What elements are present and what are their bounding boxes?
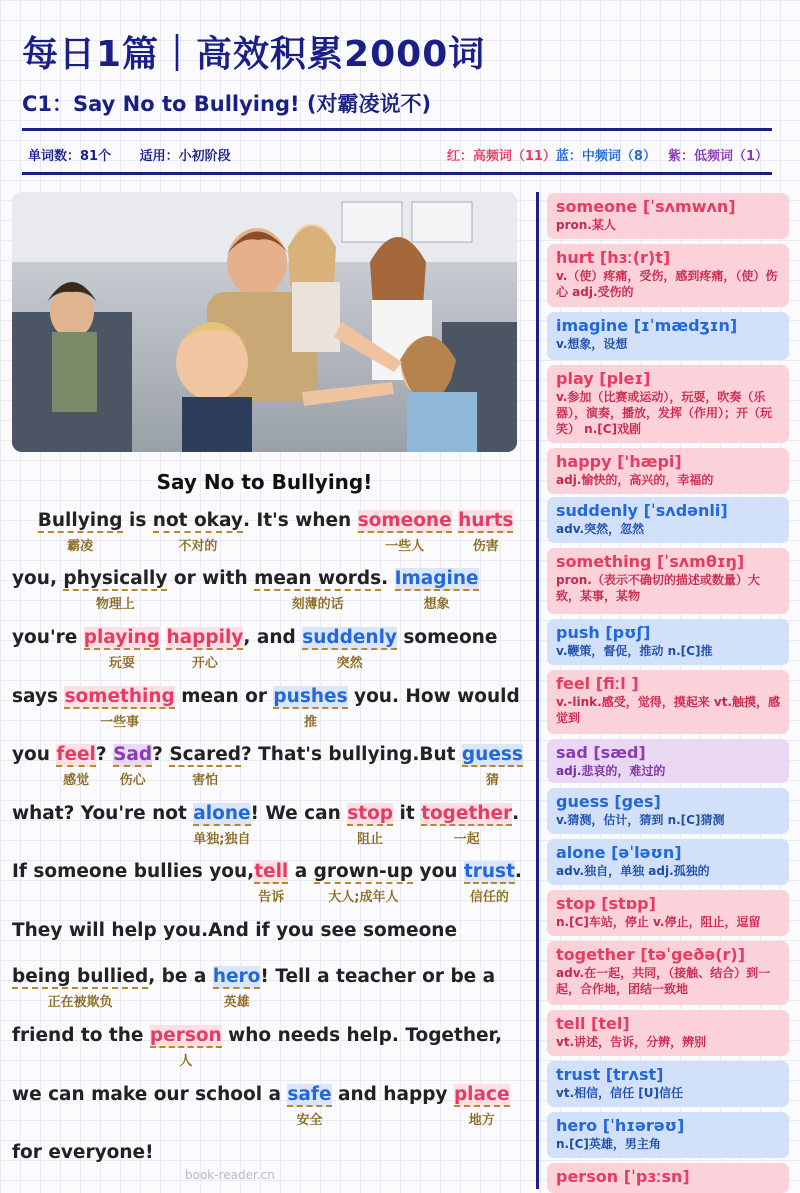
vocab-word-text: place bbox=[453, 1084, 510, 1105]
story-line bbox=[12, 1084, 510, 1128]
story-text-run: mean or bbox=[174, 686, 274, 707]
story-text-run: you, bbox=[12, 568, 64, 589]
vocab-headword bbox=[556, 673, 781, 694]
vocab-word bbox=[63, 568, 168, 612]
story-text-run: friend to the bbox=[12, 1025, 150, 1046]
story-line bbox=[12, 920, 457, 941]
gloss: 单独;独自 bbox=[193, 832, 251, 847]
vocab-word bbox=[421, 803, 513, 847]
vocab-word-text: happily bbox=[166, 627, 244, 648]
vocab-definition: pron.（表示不确切的描述或数量）大致，某事，某物 bbox=[556, 573, 760, 603]
vocab-definition: pron.某人 bbox=[556, 218, 616, 232]
level-label: 适用：小初阶段 bbox=[139, 149, 231, 164]
vocab-word-label: something bbox=[556, 552, 652, 571]
vocab-card-guess bbox=[547, 788, 789, 834]
vocab-card-trust bbox=[547, 1061, 789, 1107]
lesson-subtitle: C1：Say No to Bullying! (对霸凌说不) bbox=[22, 92, 432, 116]
vocab-card-something bbox=[547, 548, 789, 614]
vocab-definition: v.鞭策，督促，推动 n.[C]推 bbox=[556, 644, 713, 658]
vocab-word bbox=[347, 803, 394, 847]
legend-high: 红：高频词（11） bbox=[446, 149, 556, 164]
vocab-card-hurt bbox=[547, 244, 789, 307]
column-divider bbox=[536, 192, 539, 1189]
vocab-ipa: [sæd] bbox=[593, 743, 646, 762]
vocab-word-text: mean words bbox=[254, 568, 382, 589]
vocab-word-text: safe bbox=[287, 1084, 332, 1105]
vocab-word-label: stop bbox=[556, 894, 596, 913]
legend-low: 紫：低频词（1） bbox=[667, 149, 768, 164]
story-title: Say No to Bullying! bbox=[156, 470, 373, 494]
vocab-word-label: trust bbox=[556, 1065, 601, 1084]
vocab-card-feel bbox=[547, 670, 789, 734]
vocab-headword bbox=[556, 742, 781, 763]
vocab-card-suddenly bbox=[547, 497, 789, 543]
gloss: 一些人 bbox=[385, 539, 425, 554]
vocab-ipa: [ˈhɪərəʊ] bbox=[602, 1116, 685, 1135]
vocab-word bbox=[254, 861, 289, 905]
vocab-word-label: together bbox=[556, 945, 635, 964]
story-text-run: what? You're not bbox=[12, 803, 194, 824]
vocab-word bbox=[149, 1025, 222, 1069]
vocab-card-happy bbox=[547, 448, 789, 494]
vocab-word-label: happy bbox=[556, 452, 612, 471]
vocab-ipa: ['hæpi] bbox=[617, 452, 682, 471]
vocab-word-text: pushes bbox=[273, 686, 348, 707]
vocab-word-text: guess bbox=[461, 744, 523, 765]
vocab-word bbox=[357, 510, 452, 554]
gloss: 英雄 bbox=[223, 995, 250, 1010]
vocab-word-text: feel bbox=[56, 744, 96, 765]
gloss: 地方 bbox=[468, 1113, 495, 1128]
vocab-card-hero bbox=[547, 1112, 789, 1158]
vocab-word-label: feel bbox=[556, 674, 591, 693]
story-text-run: ? bbox=[152, 744, 170, 765]
vocab-headword bbox=[556, 1166, 781, 1187]
vocab-word-label: play bbox=[556, 369, 594, 388]
vocab-word bbox=[463, 861, 515, 905]
story-text-run: ? bbox=[95, 744, 114, 765]
gloss: 不对的 bbox=[178, 539, 218, 554]
story-text-run: , and bbox=[243, 627, 303, 648]
vocab-definition: v.（使）疼痛，受伤，感到疼痛，（使）伤心 adj.受伤的 bbox=[556, 269, 778, 299]
vocab-word bbox=[313, 861, 414, 905]
vocab-word-text: not okay bbox=[152, 510, 243, 531]
legend-mid: 蓝：中频词（8） bbox=[555, 149, 656, 164]
vocab-definition: n.[C]车站，停止 v.停止，阻止，逗留 bbox=[556, 915, 761, 929]
vocab-definition: v.-link.感受，觉得，摸起来 vt.触摸，感觉到 bbox=[556, 695, 780, 725]
bus-bullying-illustration bbox=[12, 192, 517, 452]
gloss: 人 bbox=[179, 1054, 193, 1069]
story-line bbox=[12, 1025, 502, 1069]
gloss: 霸凌 bbox=[67, 539, 94, 554]
vocab-word bbox=[12, 966, 149, 1010]
page-title: 每日1篇｜高效积累2000词 bbox=[22, 34, 486, 75]
story-text-run: is bbox=[122, 510, 153, 531]
gloss: 猜 bbox=[485, 773, 499, 788]
vocab-definition: vt.讲述，告诉，分辨，辨别 bbox=[556, 1035, 707, 1049]
gloss: 告诉 bbox=[258, 890, 285, 905]
vocab-definition: vt.相信，信任 [U]信任 bbox=[556, 1086, 684, 1100]
vocab-headword bbox=[556, 500, 781, 521]
story-text-run: and happy bbox=[331, 1084, 454, 1105]
story-text-run: someone bbox=[396, 627, 498, 648]
vocab-word-text: tell bbox=[254, 861, 289, 882]
vocab-word bbox=[166, 627, 244, 671]
vocab-definition: n.[C]英雄，男主角 bbox=[556, 1137, 661, 1151]
meta-divider bbox=[22, 172, 772, 175]
vocab-card-push bbox=[547, 619, 789, 665]
vocab-headword bbox=[556, 247, 781, 268]
vocab-word bbox=[37, 510, 123, 554]
vocab-word-label: imagine bbox=[556, 316, 629, 335]
story-line bbox=[12, 686, 520, 730]
vocab-word bbox=[113, 744, 153, 788]
vocab-word-text: Sad bbox=[113, 744, 153, 765]
gloss: 玩耍 bbox=[108, 656, 135, 671]
story-line bbox=[12, 1142, 154, 1163]
story-text-run: it bbox=[393, 803, 422, 824]
vocab-headword bbox=[556, 1013, 781, 1034]
vocab-word bbox=[56, 744, 96, 788]
vocab-word-label: tell bbox=[556, 1014, 586, 1033]
vocab-ipa: [pʊʃ] bbox=[605, 623, 651, 642]
vocab-ipa: [fiːl ] bbox=[595, 674, 639, 693]
vocab-word-text: playing bbox=[83, 627, 161, 648]
vocab-word bbox=[83, 627, 161, 671]
vocab-definition: adv.突然，忽然 bbox=[556, 522, 645, 536]
vocab-ipa: [ges] bbox=[614, 792, 661, 811]
gloss: 阻止 bbox=[357, 832, 384, 847]
vocab-definition: adv.在一起，共同，（接触、结合）到一起，合作地，团结一致地 bbox=[556, 966, 771, 996]
vocab-word bbox=[458, 510, 514, 554]
gloss: 害怕 bbox=[192, 773, 219, 788]
vocab-word-text: suddenly bbox=[302, 627, 397, 648]
gloss: 物理上 bbox=[95, 597, 135, 612]
vocab-headword bbox=[556, 842, 781, 863]
story-text-run: . bbox=[512, 803, 520, 824]
vocab-word-text: something bbox=[64, 686, 175, 707]
vocab-word bbox=[287, 1084, 332, 1128]
story-text-run: , be a bbox=[148, 966, 213, 987]
vocab-word-label: person bbox=[556, 1167, 619, 1186]
meta-info bbox=[28, 145, 255, 164]
vocab-ipa: [ˈsʌdənli] bbox=[643, 501, 728, 520]
vocab-word bbox=[461, 744, 523, 788]
story-text-run: a bbox=[288, 861, 314, 882]
vocab-word-label: hero bbox=[556, 1116, 598, 1135]
gloss: 伤心 bbox=[119, 773, 146, 788]
gloss: 正在被欺负 bbox=[47, 995, 113, 1010]
story-line bbox=[12, 744, 523, 788]
vocab-word-text: trust bbox=[463, 861, 515, 882]
vocab-card-stop bbox=[547, 890, 789, 936]
story-text-run: you're bbox=[12, 627, 84, 648]
gloss: 大人;成年人 bbox=[328, 890, 399, 905]
vocab-word bbox=[453, 1084, 510, 1128]
vocab-card-imagine bbox=[547, 312, 789, 360]
story-text-run: says bbox=[12, 686, 65, 707]
vocab-definition: v.想象，设想 bbox=[556, 337, 628, 351]
vocab-word-label: guess bbox=[556, 792, 609, 811]
story-text-run bbox=[12, 510, 38, 531]
gloss: 一些事 bbox=[100, 715, 140, 730]
vocab-card-alone bbox=[547, 839, 789, 885]
story-text-run: you bbox=[12, 744, 57, 765]
story-line bbox=[12, 627, 498, 671]
vocab-word-text: physically bbox=[63, 568, 168, 589]
vocab-headword bbox=[556, 893, 781, 914]
story-text-run: . bbox=[514, 861, 522, 882]
vocab-ipa: [tel] bbox=[591, 1014, 630, 1033]
story-text-run: . It's when bbox=[242, 510, 358, 531]
vocab-headword bbox=[556, 551, 781, 572]
vocab-word-text: hurts bbox=[458, 510, 514, 531]
vocab-word-label: sad bbox=[556, 743, 588, 762]
story-text-run: . bbox=[381, 568, 395, 589]
vocab-ipa: [pleɪ] bbox=[599, 369, 651, 388]
vocab-word bbox=[193, 803, 251, 847]
vocab-ipa: [təˈgeðə(r)] bbox=[640, 945, 745, 964]
vocab-definition: v.猜测，估计，猜到 n.[C]猜测 bbox=[556, 813, 725, 827]
vocab-word-label: suddenly bbox=[556, 501, 638, 520]
story-text-run: ! We can bbox=[250, 803, 348, 824]
vocab-headword bbox=[556, 1115, 781, 1136]
vocab-word bbox=[212, 966, 261, 1010]
story-line bbox=[12, 568, 479, 612]
vocab-ipa: [ˈsʌmθɪŋ] bbox=[656, 552, 745, 571]
vocab-definition: adv.独自，单独 adj.孤独的 bbox=[556, 864, 710, 878]
vocab-word bbox=[64, 686, 175, 730]
vocab-card-someone bbox=[547, 193, 789, 239]
vocab-word-label: hurt bbox=[556, 248, 595, 267]
vocab-word-label: alone bbox=[556, 843, 606, 862]
gloss: 刻薄的话 bbox=[291, 597, 344, 612]
vocab-card-play bbox=[547, 365, 789, 443]
story-text-run: you. How would bbox=[347, 686, 520, 707]
gloss: 推 bbox=[303, 715, 318, 730]
story-line bbox=[12, 861, 522, 905]
story-text-run: If someone bullies you, bbox=[12, 861, 255, 882]
frequency-legend bbox=[435, 145, 768, 164]
story-line bbox=[12, 966, 496, 1010]
story-text-run: for everyone! bbox=[12, 1142, 154, 1163]
story-text-run: ? That's bullying.But bbox=[241, 744, 462, 765]
header-divider bbox=[22, 128, 772, 131]
vocab-headword bbox=[556, 368, 781, 389]
vocab-headword bbox=[556, 315, 781, 336]
vocab-word-text: someone bbox=[357, 510, 452, 531]
vocab-word bbox=[152, 510, 243, 554]
vocab-headword bbox=[556, 791, 781, 812]
watermark: book-reader.cn bbox=[185, 1168, 275, 1182]
vocab-word bbox=[169, 744, 241, 788]
vocab-ipa: [stɒp] bbox=[601, 894, 656, 913]
story-text-run: who needs help. Together, bbox=[221, 1025, 502, 1046]
word-count: 单词数：81个 bbox=[28, 149, 112, 164]
vocab-word-text: Imagine bbox=[394, 568, 479, 589]
vocab-headword bbox=[556, 1064, 781, 1085]
vocab-card-tell bbox=[547, 1010, 789, 1056]
story-text-run: you bbox=[413, 861, 464, 882]
vocab-word bbox=[273, 686, 348, 730]
vocab-definition: v.参加（比赛或运动），玩耍，吹奏（乐器），演奏，播放，发挥（作用）；开（玩笑） n.[C]戏剧 bbox=[556, 390, 773, 436]
vocab-ipa: [ɪˈmædʒɪn] bbox=[633, 316, 738, 335]
story-text-run: They will help you.And if you see someone bbox=[12, 920, 458, 941]
vocab-ipa: [əˈləʊn] bbox=[611, 843, 682, 862]
vocab-ipa: [ˈsʌmwʌn] bbox=[642, 197, 736, 216]
vocab-ipa: [ˈpɜːsn] bbox=[623, 1167, 690, 1186]
vocab-headword bbox=[556, 622, 781, 643]
story-line bbox=[12, 510, 514, 554]
vocab-word-text: being bullied bbox=[12, 966, 149, 987]
story-photo bbox=[12, 192, 517, 452]
vocab-ipa: [trʌst] bbox=[605, 1065, 664, 1084]
gloss: 开心 bbox=[191, 656, 218, 671]
story-line bbox=[12, 803, 520, 847]
gloss: 安全 bbox=[296, 1113, 323, 1128]
story-text-run: or with bbox=[167, 568, 255, 589]
vocab-word-text: hero bbox=[212, 966, 261, 987]
gloss: 突然 bbox=[336, 656, 363, 671]
story-text-run: we can make our school a bbox=[12, 1084, 288, 1105]
vocab-card-together bbox=[547, 941, 789, 1005]
vocab-word-label: someone bbox=[556, 197, 638, 216]
vocab-word-label: push bbox=[556, 623, 600, 642]
gloss: 一起 bbox=[453, 832, 480, 847]
story-text-run: ! Tell a teacher or be a bbox=[260, 966, 496, 987]
gloss: 伤害 bbox=[472, 539, 499, 554]
vocab-headword bbox=[556, 196, 781, 217]
gloss: 感觉 bbox=[63, 773, 90, 788]
vocab-word-text: grown-up bbox=[313, 861, 414, 882]
vocab-word-text: alone bbox=[193, 803, 251, 824]
vocab-word bbox=[394, 568, 479, 612]
vocab-ipa: [hɜː(r)t] bbox=[599, 248, 671, 267]
vocab-word bbox=[254, 568, 382, 612]
gloss: 信任的 bbox=[469, 890, 509, 905]
vocab-card-sad bbox=[547, 739, 789, 783]
vocab-word bbox=[302, 627, 397, 671]
vocab-word-text: Scared bbox=[169, 744, 241, 765]
vocab-definition: adj.悲哀的，难过的 bbox=[556, 764, 666, 778]
vocab-word-text: stop bbox=[347, 803, 394, 824]
vocab-headword bbox=[556, 451, 781, 472]
vocab-headword bbox=[556, 944, 781, 965]
vocab-definition: adj.愉快的，高兴的，幸福的 bbox=[556, 473, 714, 487]
vocab-word-text: Bullying bbox=[37, 510, 123, 531]
vocab-word-text: together bbox=[421, 803, 513, 824]
gloss: 想象 bbox=[423, 597, 450, 612]
vocab-word-text: person bbox=[149, 1025, 222, 1046]
